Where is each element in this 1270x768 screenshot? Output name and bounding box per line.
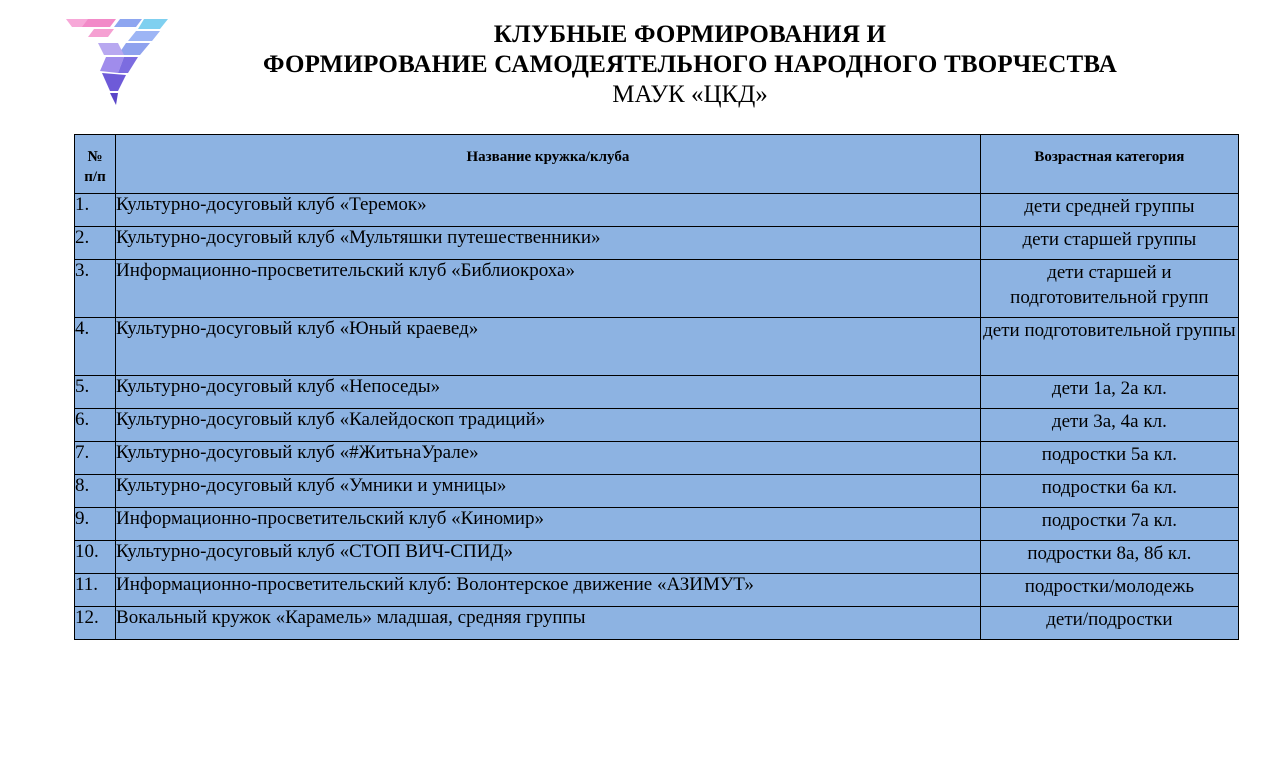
table-row — [75, 194, 1239, 227]
table-row — [75, 475, 1239, 508]
row-number: 9. — [75, 508, 116, 541]
age-category: дети средней группы — [980, 194, 1238, 227]
club-name: Культурно-досуговый клуб «#ЖитьнаУрале» — [116, 442, 981, 475]
table-row — [75, 318, 1239, 376]
column-header-number-line2: п/п — [84, 169, 106, 185]
clubs-table — [74, 134, 1239, 640]
document-header — [120, 20, 1260, 110]
row-number: 4. — [75, 318, 116, 376]
age-category: дети старшей и подготовительной групп — [980, 260, 1238, 318]
club-name: Культурно-досуговый клуб «Непоседы» — [116, 376, 981, 409]
age-category: подростки 5а кл. — [980, 442, 1238, 475]
table-row — [75, 442, 1239, 475]
age-category: подростки 7а кл. — [980, 508, 1238, 541]
club-name: Культурно-досуговый клуб «Калейдоскоп традиций» — [116, 409, 981, 442]
club-name: Культурно-досуговый клуб «СТОП ВИЧ-СПИД» — [116, 541, 981, 574]
club-name: Культурно-досуговый клуб «Юный краевед» — [116, 318, 981, 376]
age-category: дети старшей группы — [980, 227, 1238, 260]
club-name: Информационно-просветительский клуб «Киномир» — [116, 508, 981, 541]
table-row — [75, 607, 1239, 640]
row-number: 1. — [75, 194, 116, 227]
age-category: дети подготовительной группы — [980, 318, 1238, 376]
age-category: подростки 6а кл. — [980, 475, 1238, 508]
column-header-age: Возрастная категория — [980, 135, 1238, 194]
club-name: Культурно-досуговый клуб «Теремок» — [116, 194, 981, 227]
age-category: подростки/молодежь — [980, 574, 1238, 607]
row-number: 7. — [75, 442, 116, 475]
title-line-1: КЛУБНЫЕ ФОРМИРОВАНИЯ И — [493, 21, 887, 48]
title-line-3: МАУК «ЦКД» — [612, 81, 768, 108]
table-row — [75, 574, 1239, 607]
title-line-2: ФОРМИРОВАНИЕ САМОДЕЯТЕЛЬНОГО НАРОДНОГО ТВОРЧЕСТВА — [263, 51, 1117, 78]
row-number: 11. — [75, 574, 116, 607]
row-number: 2. — [75, 227, 116, 260]
column-header-number-line1: № — [87, 149, 103, 165]
club-name: Вокальный кружок «Карамель» младшая, средняя группы — [116, 607, 981, 640]
row-number: 10. — [75, 541, 116, 574]
club-name: Информационно-просветительский клуб «Библиокроха» — [116, 260, 981, 318]
row-number: 12. — [75, 607, 116, 640]
row-number: 5. — [75, 376, 116, 409]
table-row — [75, 409, 1239, 442]
age-category: дети 3а, 4а кл. — [980, 409, 1238, 442]
table-row — [75, 260, 1239, 318]
table-row — [75, 376, 1239, 409]
column-header-number — [75, 135, 116, 194]
club-name: Информационно-просветительский клуб: Волонтерское движение «АЗИМУТ» — [116, 574, 981, 607]
table-row — [75, 227, 1239, 260]
row-number: 8. — [75, 475, 116, 508]
age-category: дети 1а, 2а кл. — [980, 376, 1238, 409]
club-name: Культурно-досуговый клуб «Мультяшки путешественники» — [116, 227, 981, 260]
table-header-row — [75, 135, 1239, 194]
row-number: 6. — [75, 409, 116, 442]
table-row — [75, 541, 1239, 574]
age-category: дети/подростки — [980, 607, 1238, 640]
column-header-name: Название кружка/клуба — [116, 135, 981, 194]
age-category: подростки 8а, 8б кл. — [980, 541, 1238, 574]
table-row — [75, 508, 1239, 541]
row-number: 3. — [75, 260, 116, 318]
club-name: Культурно-досуговый клуб «Умники и умницы» — [116, 475, 981, 508]
